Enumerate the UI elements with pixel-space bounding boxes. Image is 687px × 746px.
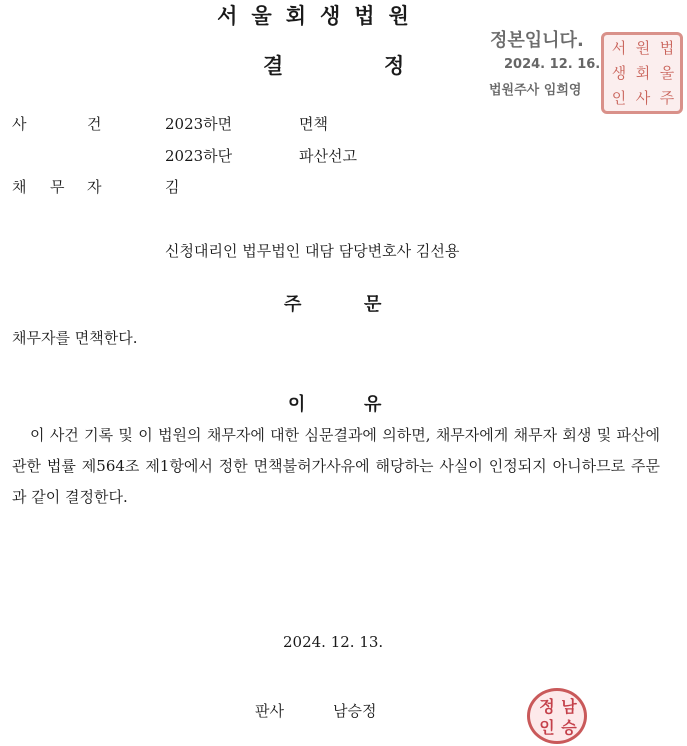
seal-char: 승 [561, 718, 577, 737]
seal-char: 생 [611, 64, 627, 82]
case-number: 2023하면 [165, 115, 233, 133]
decision-date: 2024. 12. 13. [283, 633, 384, 651]
seal-char: 사 [635, 89, 651, 107]
debtor-name: 김 [165, 178, 180, 196]
court-name: 서울회생법원 [217, 4, 423, 28]
order-text: 채무자를 면책한다. [12, 329, 138, 347]
certification-clerk: 법원주사 임희영 [489, 83, 582, 98]
case-label-1: 사 [12, 115, 27, 133]
reason-heading-right: 유 [364, 394, 382, 415]
judge-title: 판사 [255, 702, 284, 720]
case-type: 면책 [299, 115, 328, 133]
seal-char: 서 [611, 39, 627, 57]
debtor-label-1: 채 [12, 178, 27, 196]
doc-type-right: 정 [384, 54, 405, 78]
seal-char: 원 [635, 39, 651, 57]
seal-char: 남 [561, 697, 577, 716]
court-seal-stamp [601, 32, 683, 114]
case-number: 2023하단 [165, 147, 233, 165]
agent-line: 신청대리인 법무법인 대담 담당변호사 김선용 [165, 242, 460, 260]
seal-char: 정 [539, 697, 555, 716]
debtor-label-3: 자 [87, 178, 102, 196]
debtor-label-2: 무 [50, 178, 65, 196]
reason-heading-left: 이 [288, 394, 306, 415]
seal-char: 법 [659, 39, 675, 57]
case-label-2: 건 [87, 115, 102, 133]
seal-char: 인 [611, 89, 627, 107]
reason-text: 이 사건 기록 및 이 법원의 채무자에 대한 심문결과에 의하면, 채무자에게 채무자 회생 및 파산에 관한 법률 제564조 제1항에서 정한 면책불허가사유에 해당하는 사실이 인정되지 아니하므로 주문과 같이 결정한다. [12, 426, 660, 506]
seal-char: 울 [659, 64, 675, 82]
certification-date: 2024. 12. 16. [504, 57, 601, 72]
judge-seal-stamp [527, 688, 587, 744]
order-heading-left: 주 [284, 294, 302, 315]
seal-char: 회 [635, 64, 651, 82]
judge-name: 남승정 [333, 702, 377, 720]
doc-type-left: 결 [263, 54, 284, 78]
case-type: 파산선고 [299, 147, 357, 165]
certification-text: 정본입니다. [490, 30, 584, 51]
seal-char: 인 [539, 718, 555, 737]
seal-char: 주 [659, 89, 675, 107]
order-heading-right: 문 [364, 294, 382, 315]
